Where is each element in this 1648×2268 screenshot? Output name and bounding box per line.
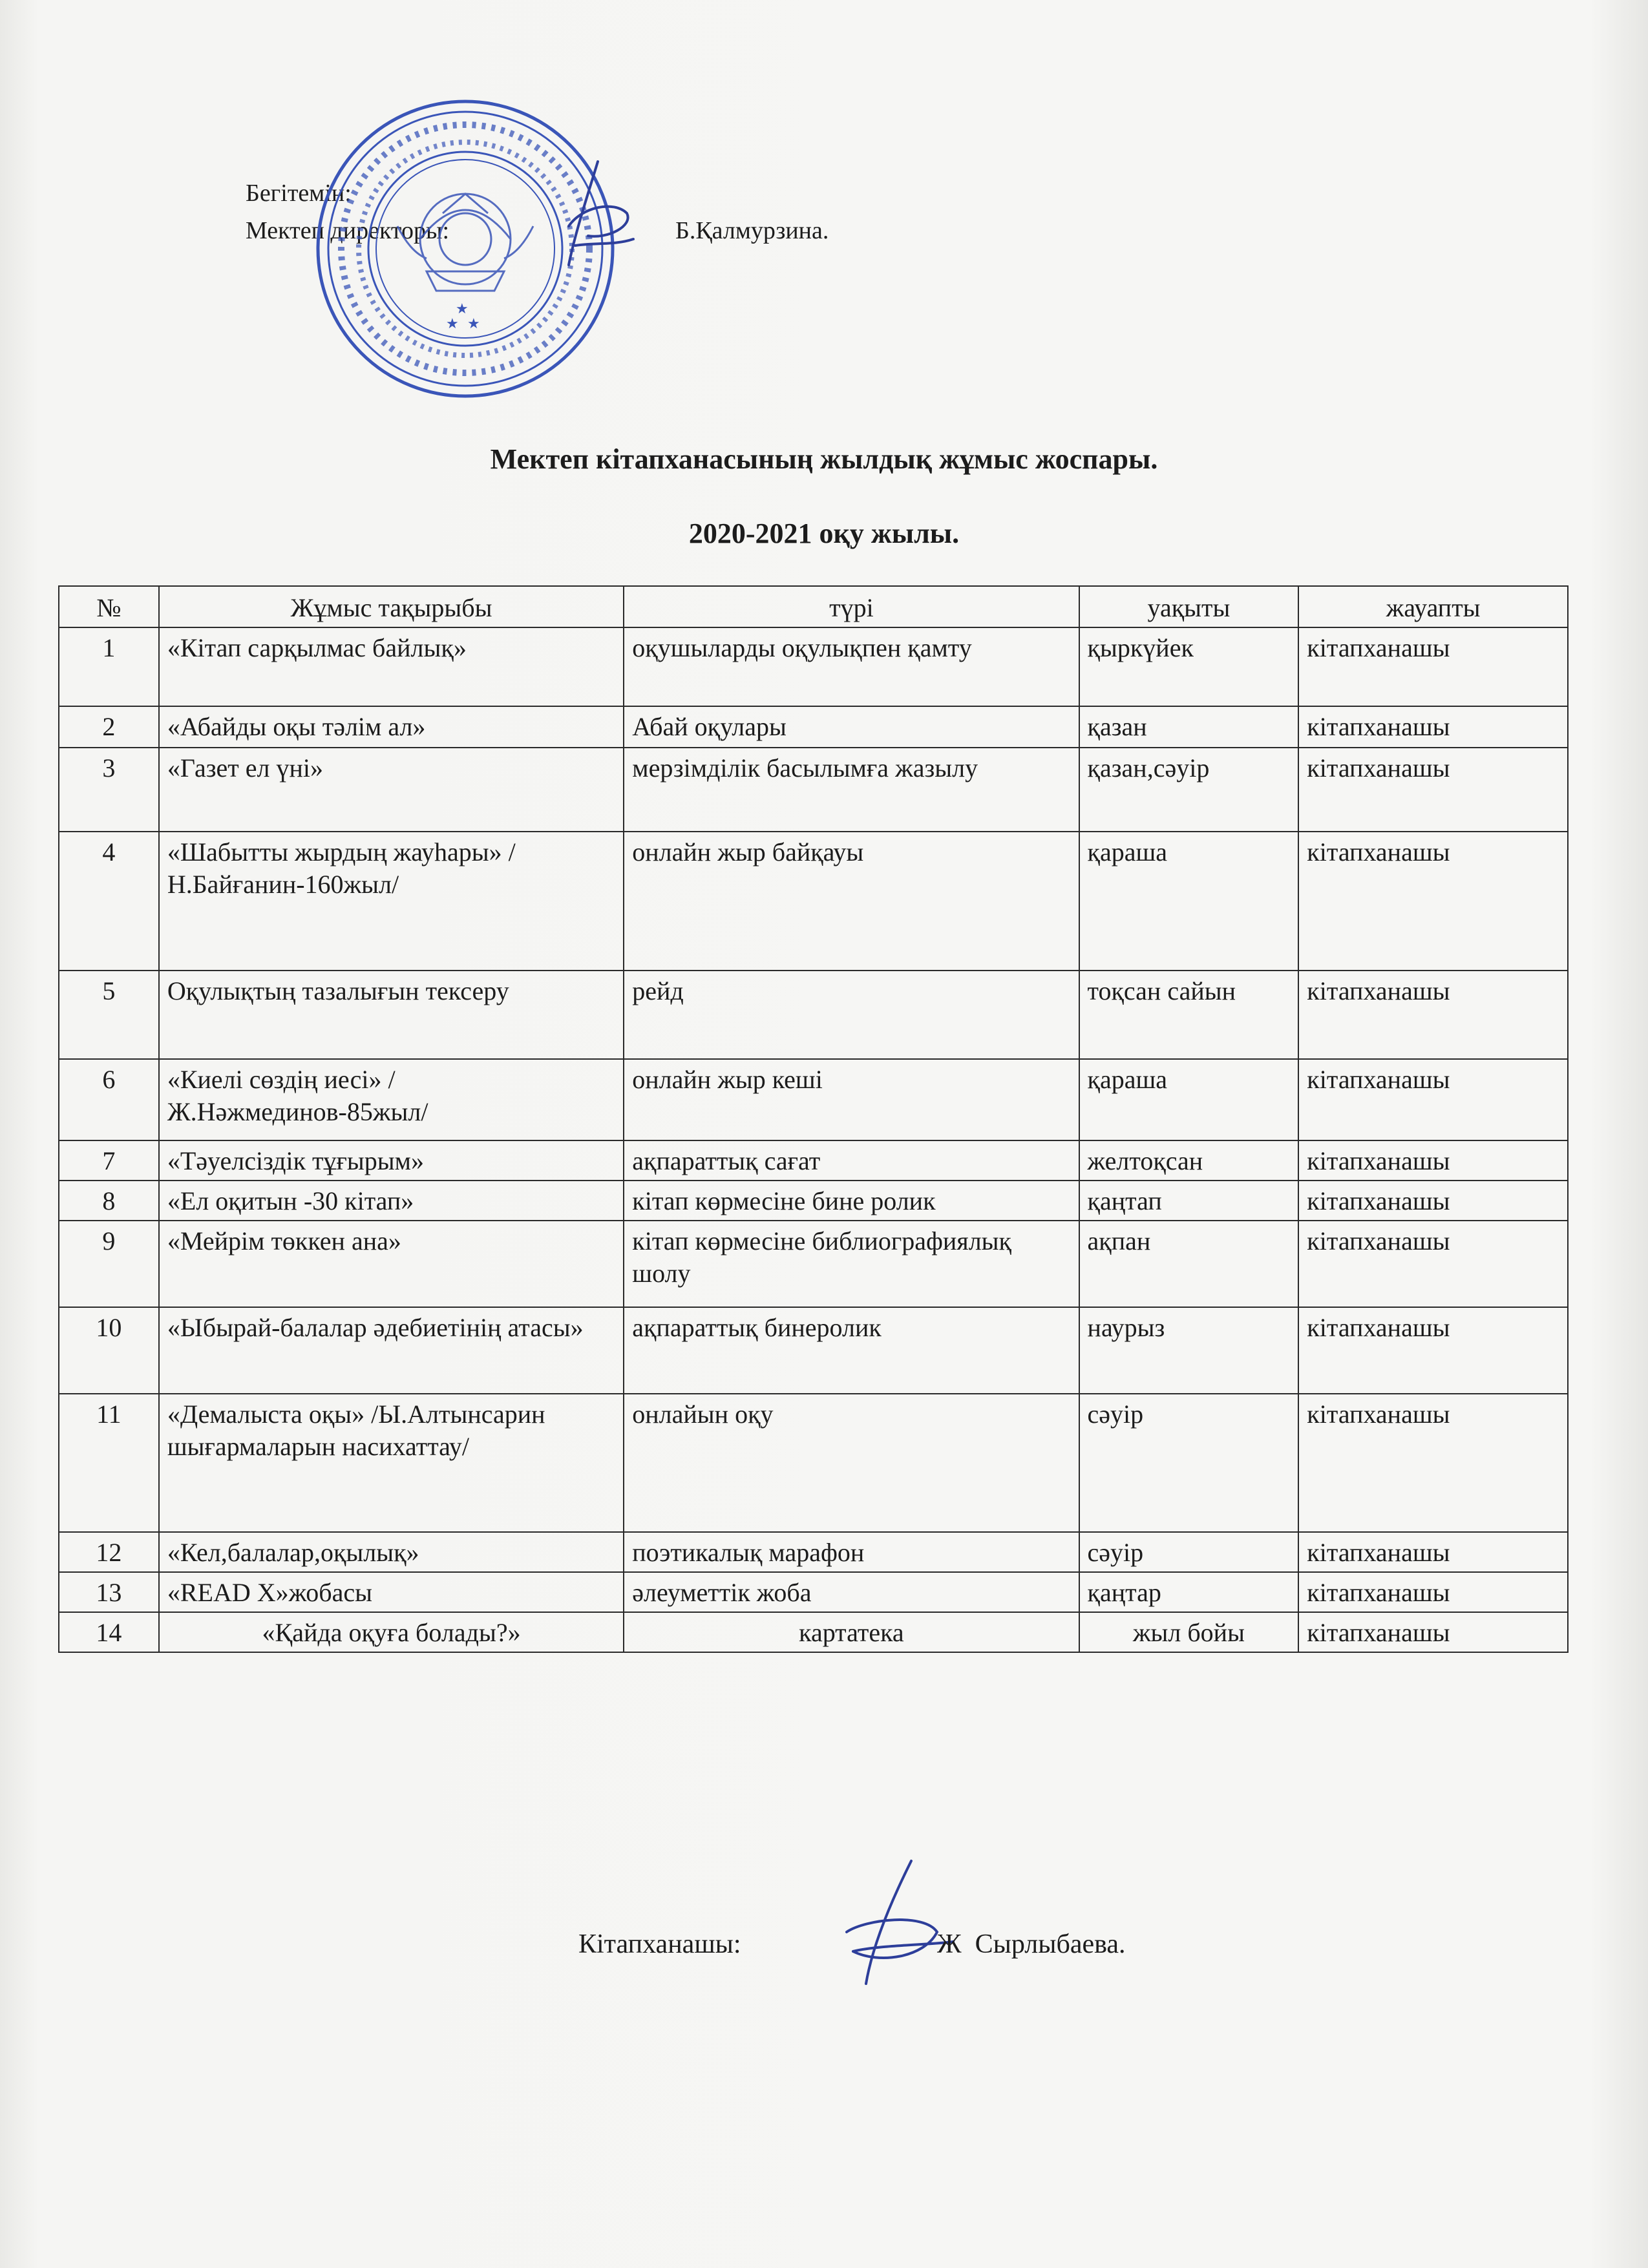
row-type: ақпараттық сағат (624, 1140, 1079, 1181)
row-time: қазан,сәуір (1079, 748, 1299, 832)
librarian-signature (827, 1854, 956, 1990)
row-type: кітап көрмесіне библиографиялық шолу (624, 1221, 1079, 1307)
work-plan-table (58, 585, 1569, 1653)
row-topic: «READ X»жобасы (159, 1572, 624, 1612)
row-topic: «Кітап сарқылмас байлық» (159, 627, 624, 706)
row-responsible: кітапханашы (1298, 1059, 1568, 1140)
row-topic: «Абайды оқы тәлім ал» (159, 706, 624, 748)
table-row (59, 1140, 1568, 1181)
row-responsible: кітапханашы (1298, 748, 1568, 832)
row-time: қараша (1079, 832, 1299, 971)
row-responsible: кітапханашы (1298, 1572, 1568, 1612)
row-number: 5 (59, 971, 159, 1059)
row-topic: «Қайда оқуға болады?» (159, 1612, 624, 1652)
document-title: Мектеп кітапханасының жылдық жұмыс жоспары. (490, 443, 1158, 475)
row-time: қаңтап (1079, 1181, 1299, 1221)
row-time: қыркүйек (1079, 627, 1299, 706)
row-responsible: кітапханашы (1298, 706, 1568, 748)
row-responsible: кітапханашы (1298, 971, 1568, 1059)
svg-text:★: ★ (467, 316, 480, 332)
row-number: 10 (59, 1307, 159, 1394)
row-type: рейд (624, 971, 1079, 1059)
row-number: 3 (59, 748, 159, 832)
row-responsible: кітапханашы (1298, 1532, 1568, 1572)
row-time: қараша (1079, 1059, 1299, 1140)
table-row (59, 1059, 1568, 1140)
header-topic: Жұмыс тақырыбы (159, 586, 624, 627)
row-type: онлайн жыр байқауы (624, 832, 1079, 971)
row-number: 1 (59, 627, 159, 706)
row-topic: «Кел,балалар,оқылық» (159, 1532, 624, 1572)
table-row (59, 1394, 1568, 1532)
row-number: 6 (59, 1059, 159, 1140)
row-type: кітап көрмесіне бине ролик (624, 1181, 1079, 1221)
row-time: желтоқсан (1079, 1140, 1299, 1181)
svg-text:★: ★ (456, 301, 469, 317)
row-type: онлайн жыр кеші (624, 1059, 1079, 1140)
row-type: Абай оқулары (624, 706, 1079, 748)
director-signature (536, 155, 646, 271)
row-number: 4 (59, 832, 159, 971)
row-number: 8 (59, 1181, 159, 1221)
table-row (59, 748, 1568, 832)
row-time: наурыз (1079, 1307, 1299, 1394)
row-number: 11 (59, 1394, 159, 1532)
row-type: поэтикалық марафон (624, 1532, 1079, 1572)
row-topic: «Шабытты жырдың жауһары» /Н.Байғанин-160жыл/ (159, 832, 624, 971)
header-time: уақыты (1079, 586, 1299, 627)
row-number: 7 (59, 1140, 159, 1181)
row-topic: «Ел оқитын -30 кітап» (159, 1181, 624, 1221)
row-responsible: кітапханашы (1298, 1612, 1568, 1652)
row-number: 13 (59, 1572, 159, 1612)
row-time: ақпан (1079, 1221, 1299, 1307)
row-time: сәуір (1079, 1532, 1299, 1572)
librarian-name: Ж Сырлыбаева. (937, 1929, 1126, 1959)
table-row (59, 832, 1568, 971)
row-topic: «Тәуелсіздік тұғырым» (159, 1140, 624, 1181)
row-number: 12 (59, 1532, 159, 1572)
svg-text:★: ★ (446, 316, 459, 332)
header-responsible: жауапты (1298, 586, 1568, 627)
row-responsible: кітапханашы (1298, 832, 1568, 971)
row-type: оқушыларды оқулықпен қамту (624, 627, 1079, 706)
row-time: сәуір (1079, 1394, 1299, 1532)
row-number: 2 (59, 706, 159, 748)
table-row (59, 1221, 1568, 1307)
row-number: 14 (59, 1612, 159, 1652)
row-responsible: кітапханашы (1298, 1181, 1568, 1221)
row-number: 9 (59, 1221, 159, 1307)
table-row (59, 1181, 1568, 1221)
table-row (59, 1572, 1568, 1612)
table-row (59, 971, 1568, 1059)
librarian-label: Кітапханашы: (578, 1929, 741, 1959)
table-header-row (59, 586, 1568, 627)
row-time: қаңтар (1079, 1572, 1299, 1612)
row-topic: «Газет ел үні» (159, 748, 624, 832)
header-number: № (59, 586, 159, 627)
row-time: жыл бойы (1079, 1612, 1299, 1652)
director-name: Б.Қалмурзина. (675, 217, 829, 244)
row-type: ақпараттық бинеролик (624, 1307, 1079, 1394)
row-type: мерзімділік басылымға жазылу (624, 748, 1079, 832)
row-responsible: кітапханашы (1298, 1394, 1568, 1532)
row-topic: «Ыбырай-балалар әдебиетінің атасы» (159, 1307, 624, 1394)
header-type: түрі (624, 586, 1079, 627)
table-row (59, 627, 1568, 706)
row-responsible: кітапханашы (1298, 627, 1568, 706)
approval-label: Бегітемін: (246, 180, 352, 207)
row-responsible: кітапханашы (1298, 1140, 1568, 1181)
row-type: онлайын оқу (624, 1394, 1079, 1532)
table-row (59, 1532, 1568, 1572)
table-row (59, 1612, 1568, 1652)
row-topic: «Мейрім төккен ана» (159, 1221, 624, 1307)
row-responsible: кітапханашы (1298, 1221, 1568, 1307)
director-label: Мектеп директоры: (246, 217, 450, 244)
row-topic: «Киелі сөздің иесі» /Ж.Нәжмединов-85жыл/ (159, 1059, 624, 1140)
row-topic: «Демалыста оқы» /Ы.Алтынсарин шығармаларын насихаттау/ (159, 1394, 624, 1532)
row-type: әлеуметтік жоба (624, 1572, 1079, 1612)
row-type: картатека (624, 1612, 1079, 1652)
table-row (59, 706, 1568, 748)
row-topic: Оқулықтың тазалығын тексеру (159, 971, 624, 1059)
academic-year: 2020-2021 оқу жылы. (688, 518, 960, 549)
row-time: қазан (1079, 706, 1299, 748)
row-responsible: кітапханашы (1298, 1307, 1568, 1394)
table-row (59, 1307, 1568, 1394)
row-time: тоқсан сайын (1079, 971, 1299, 1059)
